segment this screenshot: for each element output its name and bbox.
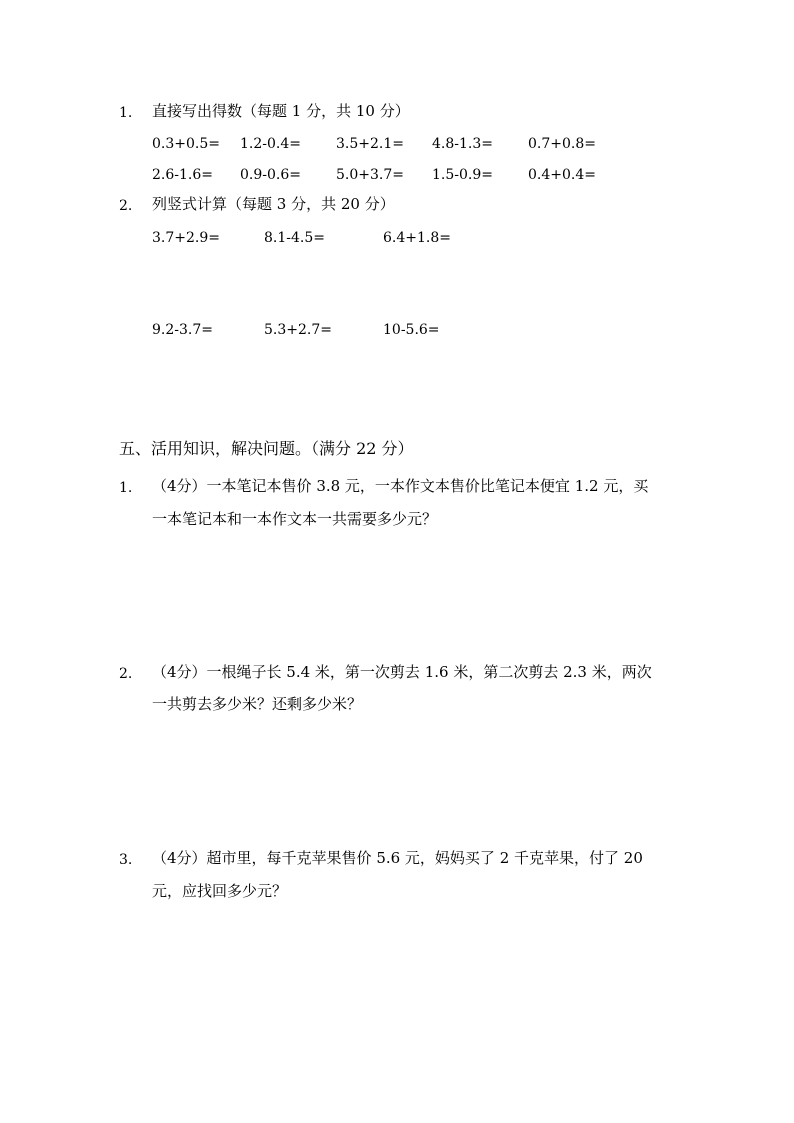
q2-expr: 5.3+2.7= bbox=[264, 322, 332, 338]
q1-expr: 5.0+3.7= bbox=[336, 167, 404, 183]
q1-expr: 0.7+0.8= bbox=[528, 136, 596, 152]
problem-text: （4分）一本笔记本售价 3.8 元，一本作文本售价比笔记本便宜 1.2 元，买 bbox=[152, 477, 649, 495]
problem-text: 一共剪去多少米？还剩多少米？ bbox=[152, 695, 363, 713]
problem-number: 1. bbox=[119, 480, 133, 496]
q2-expr: 9.2-3.7= bbox=[152, 322, 213, 338]
q2-expr: 10-5.6= bbox=[383, 322, 440, 338]
q2-number: 2. bbox=[119, 198, 133, 214]
q1-expr: 0.4+0.4= bbox=[528, 167, 596, 183]
q2-expr: 6.4+1.8= bbox=[383, 230, 451, 246]
q1-expr: 1.5-0.9= bbox=[432, 167, 493, 183]
problem-text: 元，应找回多少元？ bbox=[152, 882, 288, 900]
q1-title: 直接写出得数（每题 1 分，共 10 分） bbox=[152, 102, 410, 120]
q1-expr: 1.2-0.4= bbox=[240, 136, 301, 152]
q1-expr: 0.3+0.5= bbox=[152, 136, 220, 152]
problem-text: 一本笔记本和一本作文本一共需要多少元？ bbox=[152, 510, 438, 528]
q2-expr: 3.7+2.9= bbox=[152, 230, 220, 246]
q1-expr: 0.9-0.6= bbox=[240, 167, 301, 183]
q2-expr: 8.1-4.5= bbox=[264, 230, 325, 246]
q2-title: 列竖式计算（每题 3 分，共 20 分） bbox=[152, 195, 395, 213]
problem-text: （4分）一根绳子长 5.4 米，第一次剪去 1.6 米，第二次剪去 2.3 米，两次 bbox=[152, 663, 652, 681]
q1-number: 1. bbox=[119, 105, 133, 121]
problem-text: （4分）超市里，每千克苹果售价 5.6 元，妈妈买了 2 千克苹果，付了 20 bbox=[152, 849, 643, 867]
section-title: 五、活用知识，解决问题。（满分 22 分） bbox=[119, 439, 414, 458]
q1-expr: 2.6-1.6= bbox=[152, 167, 213, 183]
q1-expr: 4.8-1.3= bbox=[432, 136, 493, 152]
problem-number: 3. bbox=[119, 852, 133, 868]
problem-number: 2. bbox=[119, 666, 133, 682]
q1-expr: 3.5+2.1= bbox=[336, 136, 404, 152]
